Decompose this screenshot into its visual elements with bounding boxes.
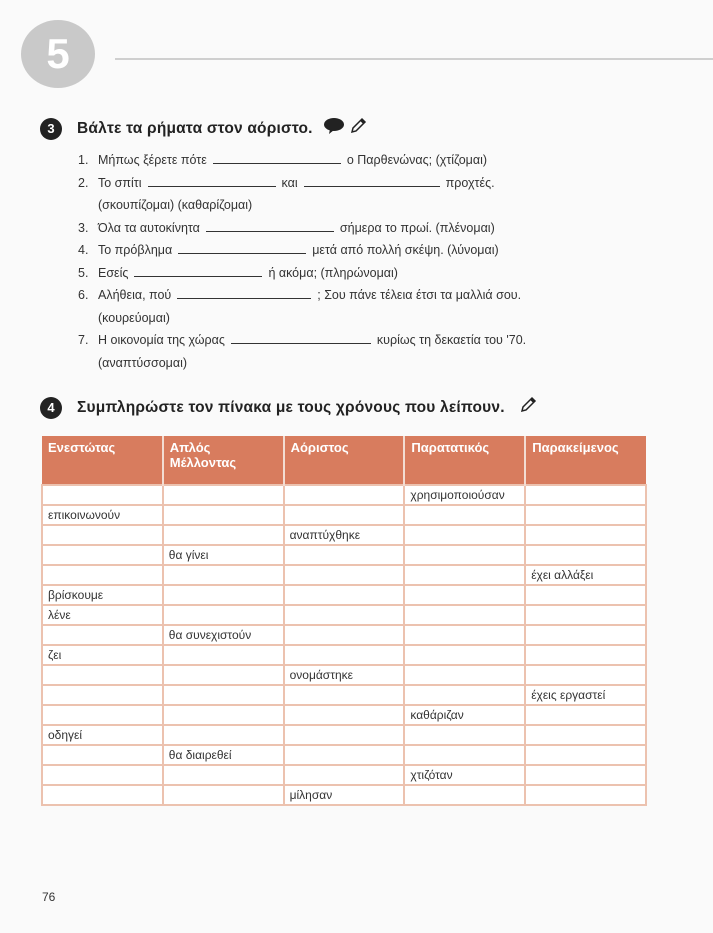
- table-cell[interactable]: [284, 545, 405, 565]
- table-cell[interactable]: [284, 765, 405, 785]
- exercise-3-list: [78, 149, 526, 374]
- table-cell: θα γίνει: [163, 545, 284, 565]
- table-cell: ονομάστηκε: [284, 665, 405, 685]
- table-cell[interactable]: [404, 565, 525, 585]
- unit-number-badge: 5: [21, 20, 95, 88]
- item-text: σήμερα το πρωί. (πλένομαι): [339, 220, 495, 235]
- table-cell[interactable]: [42, 625, 163, 645]
- column-header: Παρακείμενος: [525, 436, 646, 485]
- item-text: Το πρόβλημα: [98, 243, 173, 257]
- table-cell: έχει αλλάξει: [525, 565, 646, 585]
- exercise-number-badge: 3: [40, 118, 62, 140]
- table-cell[interactable]: [284, 645, 405, 665]
- table-cell[interactable]: [163, 505, 284, 525]
- table-row: [42, 745, 646, 765]
- exercise-title: Βάλτε τα ρήματα στον αόριστο.: [77, 119, 313, 137]
- table-cell: χτιζόταν: [404, 765, 525, 785]
- item-text: Εσείς: [98, 265, 129, 280]
- table-cell[interactable]: [404, 545, 525, 565]
- table-cell[interactable]: [404, 665, 525, 685]
- exercise-title: Συμπληρώστε τον πίνακα με τους χρόνους που λείπουν.: [77, 398, 505, 416]
- table-cell[interactable]: [284, 625, 405, 645]
- item-number: 7.: [78, 333, 89, 347]
- list-item: [78, 217, 526, 240]
- table-cell[interactable]: [163, 665, 284, 685]
- table-cell[interactable]: [42, 785, 163, 805]
- table-cell[interactable]: [42, 665, 163, 685]
- table-cell[interactable]: [42, 685, 163, 705]
- table-cell[interactable]: [284, 505, 405, 525]
- table-row: [42, 605, 646, 625]
- table-cell[interactable]: [163, 585, 284, 605]
- answer-blank[interactable]: [304, 174, 440, 187]
- pencil-icon: [349, 117, 367, 140]
- table-cell[interactable]: [42, 765, 163, 785]
- header-divider: [115, 58, 713, 60]
- answer-blank[interactable]: [178, 241, 306, 254]
- item-text: και: [281, 175, 298, 190]
- table-cell: μίλησαν: [284, 785, 405, 805]
- table-cell[interactable]: [404, 585, 525, 605]
- table-cell[interactable]: [284, 725, 405, 745]
- list-item: [78, 172, 526, 195]
- item-text: ο Παρθενώνας; (χτίζομαι): [346, 153, 488, 167]
- table-cell[interactable]: [163, 785, 284, 805]
- column-header: Αόριστος: [284, 436, 405, 485]
- item-number: 1.: [78, 153, 89, 167]
- table-cell[interactable]: [525, 525, 646, 545]
- table-cell[interactable]: [42, 565, 163, 585]
- table-cell[interactable]: [163, 705, 284, 725]
- table-cell: βρίσκουμε: [42, 585, 163, 605]
- table-row: [42, 485, 646, 505]
- exercise-number-badge: 4: [40, 397, 62, 419]
- page-number: 76: [42, 890, 56, 904]
- table-cell[interactable]: [163, 765, 284, 785]
- table-cell: ζει: [42, 645, 163, 665]
- answer-blank[interactable]: [148, 174, 276, 187]
- table-row: [42, 545, 646, 565]
- answer-blank[interactable]: [231, 331, 371, 344]
- table-row: [42, 585, 646, 605]
- table-cell[interactable]: [525, 725, 646, 745]
- table-cell[interactable]: [284, 705, 405, 725]
- table-cell[interactable]: [163, 485, 284, 505]
- table-cell: λένε: [42, 605, 163, 625]
- table-cell[interactable]: [525, 705, 646, 725]
- table-cell[interactable]: [404, 525, 525, 545]
- item-text: Μήπως ξέρετε πότε: [98, 153, 207, 167]
- table-cell[interactable]: [284, 605, 405, 625]
- column-header: Απλός Μέλλοντας: [163, 436, 284, 485]
- table-cell[interactable]: [42, 485, 163, 505]
- table-cell[interactable]: [525, 765, 646, 785]
- table-row: [42, 505, 646, 525]
- item-number: 2.: [78, 175, 89, 190]
- item-text: μετά από πολλή σκέψη. (λύνομαι): [312, 243, 499, 257]
- table-row: [42, 785, 646, 805]
- table-cell: θα συνεχιστούν: [163, 625, 284, 645]
- exercise-4-heading: [40, 396, 537, 419]
- table-cell: οδηγεί: [42, 725, 163, 745]
- table-cell[interactable]: [404, 725, 525, 745]
- item-text: Αλήθεια, πού: [98, 288, 172, 302]
- table-cell[interactable]: [525, 605, 646, 625]
- item-hint: (αναπτύσσομαι): [98, 355, 188, 370]
- table-cell[interactable]: [284, 565, 405, 585]
- table-cell: επικοινωνούν: [42, 505, 163, 525]
- table-row: [42, 645, 646, 665]
- answer-blank[interactable]: [213, 151, 341, 164]
- answer-blank[interactable]: [177, 286, 311, 299]
- table-row: [42, 625, 646, 645]
- table-cell: έχεις εργαστεί: [525, 685, 646, 705]
- table-row: [42, 565, 646, 585]
- table-cell: θα διαιρεθεί: [163, 745, 284, 765]
- table-cell[interactable]: [525, 625, 646, 645]
- table-cell[interactable]: [525, 585, 646, 605]
- table-header-row: [42, 436, 646, 485]
- item-text: ; Σου πάνε τέλεια έτσι τα μαλλιά σου.: [317, 288, 522, 302]
- table-cell[interactable]: [284, 585, 405, 605]
- table-cell[interactable]: [404, 745, 525, 765]
- list-item: [78, 262, 526, 285]
- item-hint: (κουρεύομαι): [98, 310, 170, 325]
- table-row: [42, 765, 646, 785]
- list-item: [78, 329, 526, 352]
- list-item: [78, 284, 526, 307]
- table-cell[interactable]: [284, 745, 405, 765]
- table-cell[interactable]: [163, 525, 284, 545]
- table-cell[interactable]: [163, 685, 284, 705]
- pencil-icon: [519, 396, 537, 419]
- table-cell[interactable]: [42, 705, 163, 725]
- table-cell[interactable]: [525, 785, 646, 805]
- table-row: [42, 725, 646, 745]
- item-number: 6.: [78, 288, 89, 302]
- item-text: Όλα τα αυτοκίνητα: [98, 220, 200, 235]
- item-text: προχτές.: [445, 175, 495, 190]
- table-cell[interactable]: [525, 665, 646, 685]
- table-cell[interactable]: [404, 685, 525, 705]
- table-cell[interactable]: [42, 525, 163, 545]
- column-header: Παρατατικός: [404, 436, 525, 485]
- item-number: 4.: [78, 243, 89, 257]
- table-cell: χρησιμοποιούσαν: [404, 485, 525, 505]
- table-cell[interactable]: [404, 785, 525, 805]
- table-cell[interactable]: [525, 745, 646, 765]
- speech-bubble-icon: [323, 117, 345, 140]
- table-cell[interactable]: [404, 505, 525, 525]
- item-text: Η οικονομία της χώρας: [98, 333, 225, 347]
- table-cell[interactable]: [163, 645, 284, 665]
- table-cell[interactable]: [163, 725, 284, 745]
- tenses-table: [41, 436, 647, 806]
- table-cell[interactable]: [163, 605, 284, 625]
- table-row: [42, 705, 646, 725]
- table-row: [42, 525, 646, 545]
- table-cell: αναπτύχθηκε: [284, 525, 405, 545]
- table-row: [42, 665, 646, 685]
- table-cell[interactable]: [404, 605, 525, 625]
- item-number: 5.: [78, 265, 89, 280]
- answer-blank[interactable]: [206, 219, 334, 232]
- item-hint: (σκουπίζομαι) (καθαρίζομαι): [98, 198, 253, 212]
- list-item: [78, 239, 526, 262]
- column-header: Ενεστώτας: [42, 436, 163, 485]
- answer-blank[interactable]: [134, 264, 262, 277]
- table-cell[interactable]: [42, 545, 163, 565]
- table-cell[interactable]: [525, 505, 646, 525]
- table-cell[interactable]: [525, 485, 646, 505]
- table-cell[interactable]: [284, 485, 405, 505]
- item-text: Το σπίτι: [98, 175, 142, 190]
- table-cell[interactable]: [404, 645, 525, 665]
- table-row: [42, 685, 646, 705]
- item-text: ή ακόμα; (πληρώνομαι): [268, 265, 398, 280]
- exercise-3-heading: [40, 117, 367, 140]
- table-cell: καθάριζαν: [404, 705, 525, 725]
- table-cell[interactable]: [525, 645, 646, 665]
- table-cell[interactable]: [404, 625, 525, 645]
- table-cell[interactable]: [163, 565, 284, 585]
- table-cell[interactable]: [42, 745, 163, 765]
- table-cell[interactable]: [284, 685, 405, 705]
- item-text: κυρίως τη δεκαετία του '70.: [376, 333, 527, 347]
- item-number: 3.: [78, 220, 89, 235]
- table-cell[interactable]: [525, 545, 646, 565]
- list-item: [78, 149, 526, 172]
